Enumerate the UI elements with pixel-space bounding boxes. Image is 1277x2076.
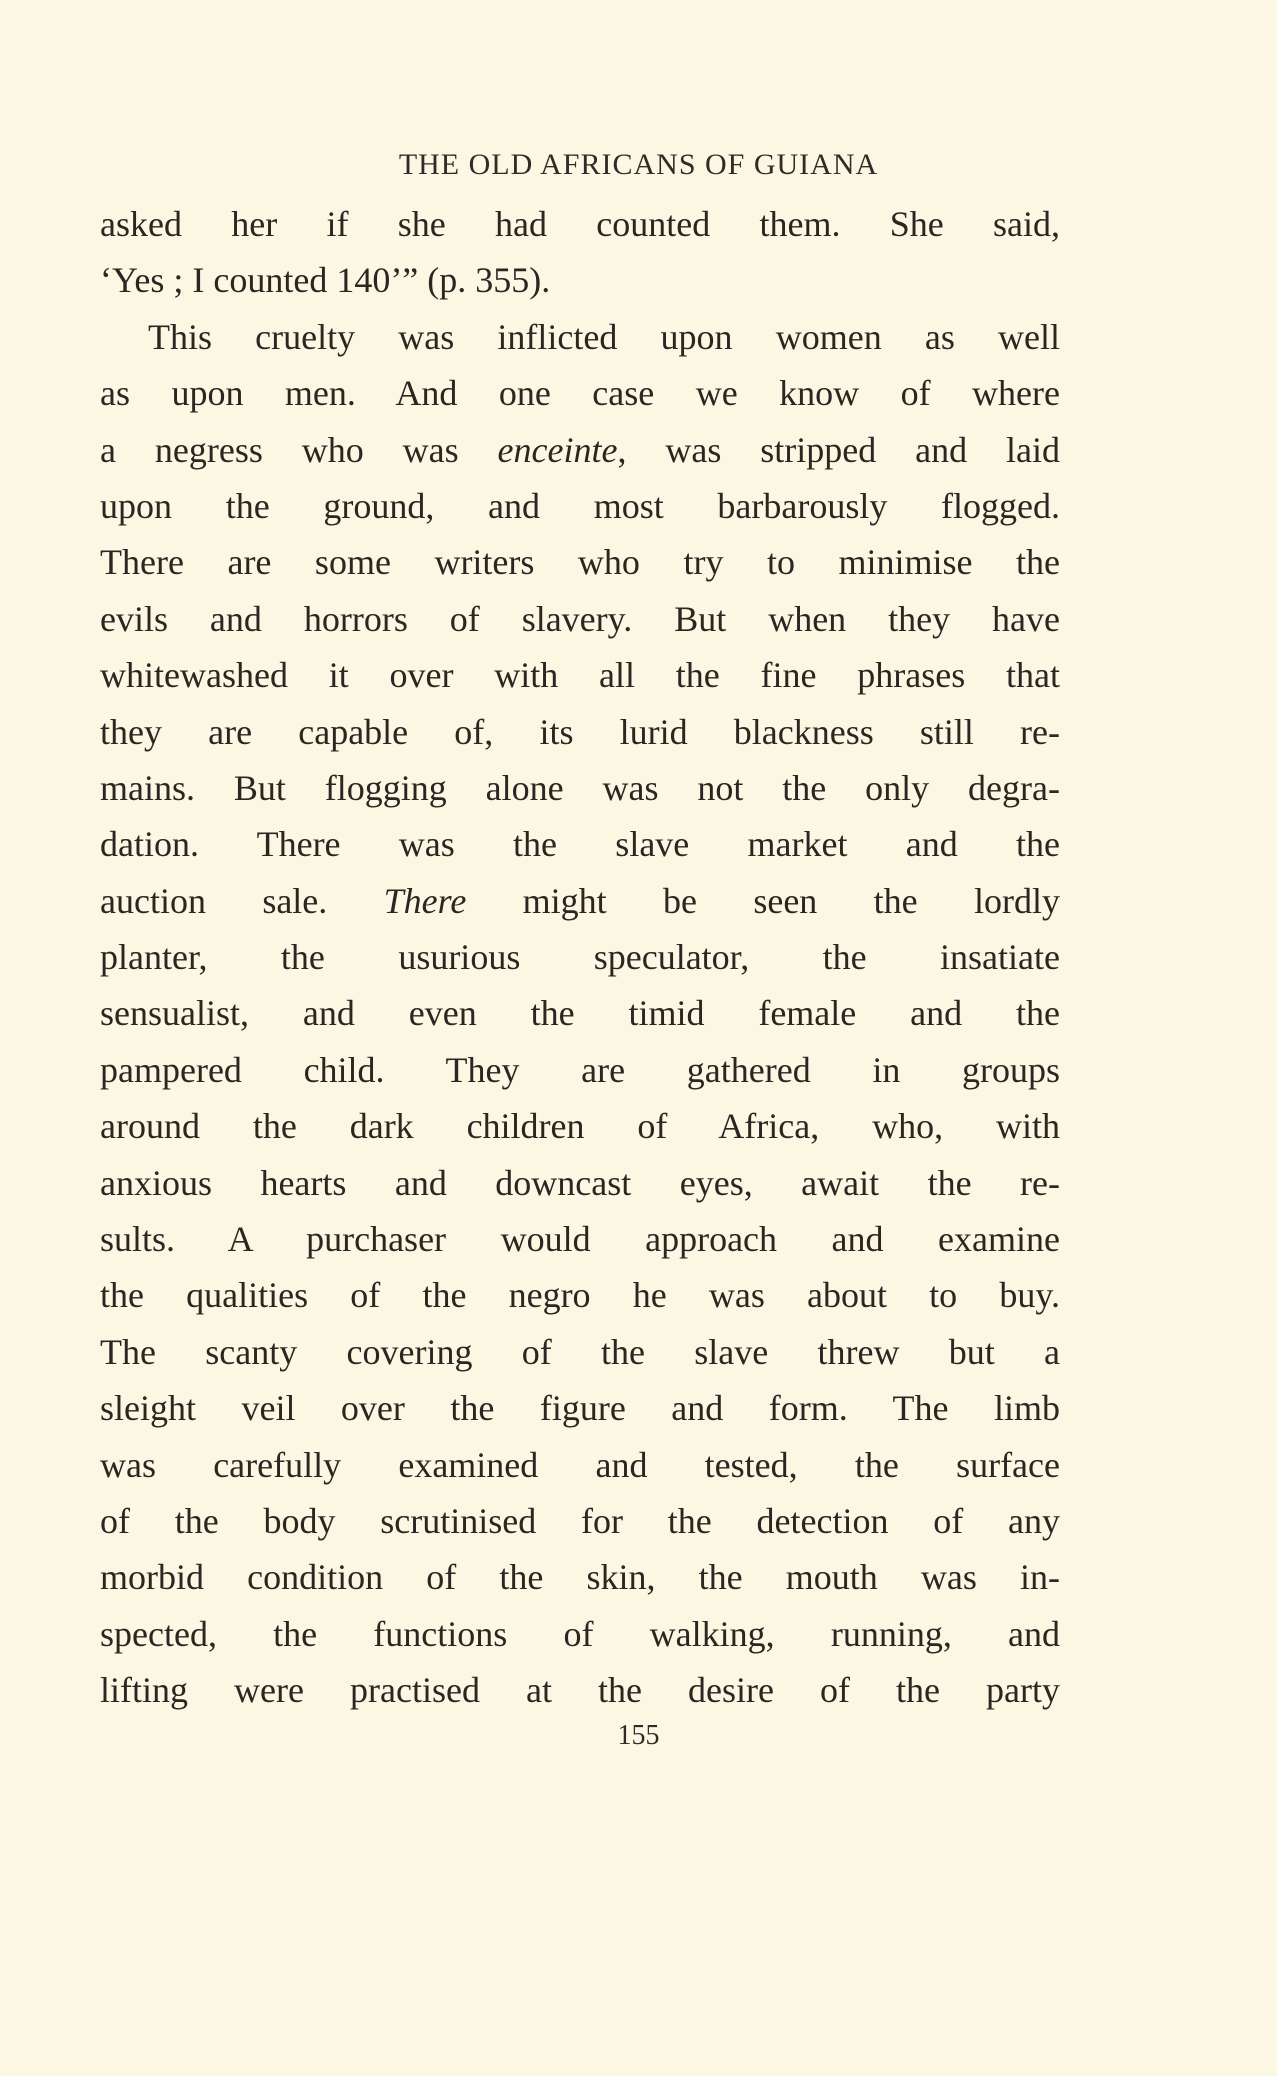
text-line: The scanty covering of the slave threw but a <box>100 1331 1060 1372</box>
text-line: ‘Yes ; I counted 140’” (p. 355). <box>100 260 551 301</box>
text-line: This cruelty was inflicted upon women as well <box>148 316 1060 357</box>
text-line: asked her if she had counted them. She said, <box>100 204 1060 244</box>
text-line: the qualities of the negro he was about to buy. <box>100 1275 1060 1316</box>
text-line: mains. But flogging alone was not the only degra- <box>100 767 1060 808</box>
text-line: they are capable of, its lurid blackness still re- <box>100 711 1060 752</box>
text-line: sults. A purchaser would approach and examine <box>100 1219 1060 1260</box>
text-line: of the body scrutinised for the detection of any <box>100 1500 1060 1541</box>
text-line: spected, the functions of walking, running, and <box>100 1613 1060 1654</box>
text-line: pampered child. They are gathered in groups <box>100 1049 1060 1090</box>
text-line: around the dark children of Africa, who, with <box>100 1106 1060 1147</box>
italic-word: There <box>383 880 467 921</box>
text-line: sensualist, and even the timid female and the <box>100 993 1060 1034</box>
text-line: whitewashed it over with all the fine phrases that <box>100 655 1060 696</box>
text-line: evils and horrors of slavery. But when they have <box>100 598 1060 639</box>
text-line: planter, the usurious speculator, the insatiate <box>100 937 1060 978</box>
running-head: THE OLD AFRICANS OF GUIANA <box>398 148 879 181</box>
text-line: dation. There was the slave market and the <box>100 824 1060 865</box>
text-line: upon the ground, and most barbarously flogged. <box>100 485 1060 526</box>
italic-word: enceinte <box>497 429 618 470</box>
text-line: was carefully examined and tested, the surface <box>100 1444 1060 1485</box>
text-line: a negress who was enceinte, was stripped and laid <box>100 429 1060 470</box>
text-line: anxious hearts and downcast eyes, await the re- <box>100 1162 1060 1203</box>
text-line: lifting were practised at the desire of the party <box>100 1670 1060 1711</box>
text-line: as upon men. And one case we know of where <box>100 373 1060 414</box>
body-text <box>100 196 1060 1719</box>
text-line: sleight veil over the figure and form. The limb <box>100 1388 1060 1429</box>
text-line: There are some writers who try to minimise the <box>100 542 1060 583</box>
page-number: 155 <box>617 1720 660 1751</box>
text-line: morbid condition of the skin, the mouth was in- <box>100 1557 1060 1598</box>
text-line: auction sale. There might be seen the lordly <box>100 880 1060 921</box>
